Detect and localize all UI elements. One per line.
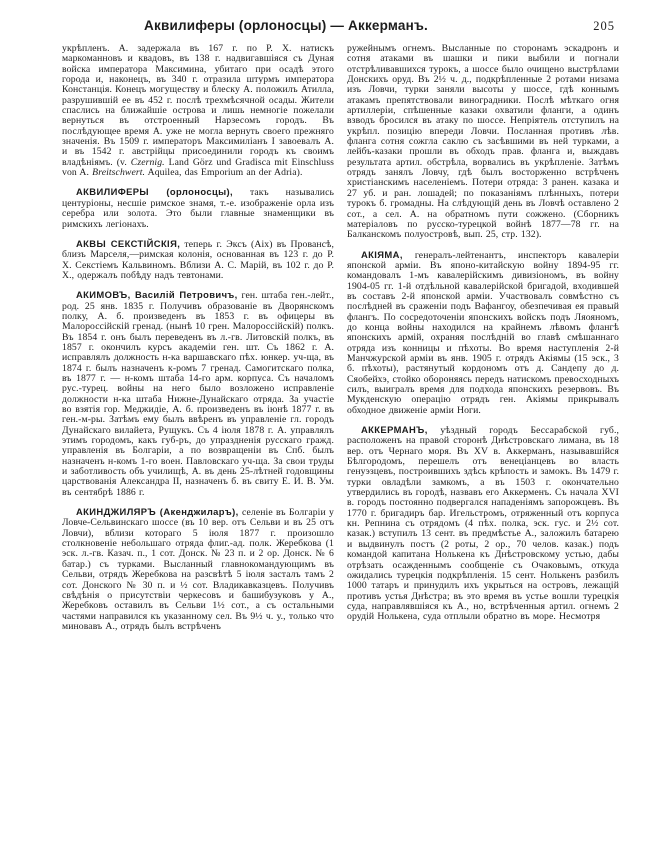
page-header: [62, 18, 620, 36]
left-column: [62, 44, 334, 800]
entry-headword: АККЕРМАНЪ,: [361, 424, 428, 436]
citation-open: (v.: [116, 156, 131, 168]
entry-headword: АКВИЛИФЕРЫ (орлоносцы),: [76, 186, 234, 198]
continuation-paragraph-akindzhilyar: [347, 44, 619, 241]
entry-headword: АКИМОВЪ, Василій Петровичъ,: [76, 289, 238, 301]
continuation-paragraph-aquileia: [62, 44, 334, 178]
entry-akkerman: [347, 425, 619, 623]
entry-akiyama: [347, 250, 619, 417]
paragraph-text: селеніе въ Болгаріи у Ловче-Сельвинскаго шоссе (въ 10 вер. отъ Сельви и въ 25 отъ Ловчи), вблизи котораго 5 іюля 1877 г. произошло столкновеніе небольшаго отряда флиг.-ад. полк. Жеребкова (1 эск. л.-гв. Казач. п., 1 сот. Донск. № 23 п. и 2 ор. Донск. № 6 батар.) съ турками. Высланный главнокомандующимъ въ Сельви, отрядъ Жеребкова на разсвѣтѣ 5 іюля засталъ тамъ 2 сот. Донского № 30 п. и ½ сот. Владикавказцевъ. Получивъ свѣдѣнія о присутствіи черкесовъ и башибузуковъ у А., Жеребковъ оставилъ въ Сельви 1½ сот., а съ остальными частями направился къ указанному сел. Въ 9½ ч. у., только что миновавъ А., отрядъ былъ встрѣченъ: [62, 507, 334, 632]
page-number: 205: [593, 19, 615, 33]
paragraph-text: такъ назывались центуріоны, несшіе римское знамя, т.-е. изображеніе орла изъ серебра или золота. Это были главные знаменщики въ римскихъ легіонахъ.: [62, 187, 334, 230]
entry-headword: АКВЫ СЕКСТІЙСКІЯ,: [76, 237, 181, 249]
citation-author: Czernig.: [130, 156, 165, 168]
paragraph-text: ружейнымъ огнемъ. Высланные по сторонамъ эскадронъ и сотня атаками въ шашки и пики выбили и погнали отстрѣливавшихся турокъ, а шоссе было очищено выстрѣлами Донскихъ оруд. Въ 2½ ч. д., подкрѣпленные 2 ротами низама изъ Ловчи, турки заняли высоты у шоссе, гдѣ коннымъ атакамъ препятствовали виноградники. Послѣ мѣткаго огня артиллеріи, спѣшенные казаки охватили фланги, а одинъ взводъ бросился въ атаку по шоссе. Непріятель отступилъ на укрѣпл. позицію впереди Ловчи. Посланная противъ лѣв. фланга сотня сожгла саклю съ засѣвшими въ ней турками, а лейбъ-казаки прошли въ обходъ прав. фланга и, выждавъ результата артил. обстрѣла, ворвались въ укрѣпленіе. Затѣмъ отрядъ занялъ Ловчу, гдѣ былъ восторженно встрѣченъ христіанскимъ населеніемъ. Потери отряда: 3 ранен. казака и 27 уб. и ран. лошадей; по показаніямъ плѣнныхъ, потери турокъ б. громадны. На слѣдующій день въ Ловчѣ оставлено 2 сот., а сел. А. на обратномъ пути сожжено. (Сборникъ матеріаловъ по русско-турецкой войнѣ 1877—78 гг. на Балканскомъ полуостровѣ, вып. 25, стр. 132).: [347, 44, 619, 241]
entry-akvilifery: [62, 187, 334, 229]
right-column: [347, 44, 619, 800]
entry-akindzhilyar: [62, 507, 334, 632]
entry-akimov: [62, 290, 334, 498]
paragraph-text: теперь г. Эксъ (Aix) въ Провансѣ, близъ Марселя,—римская колонія, основанная въ 123 г. до Р. Х. Секстіемъ Кальвиномъ. Вблизи А. С. Марій, въ 102 г. до Р. Х., одержалъ побѣду надъ тевтонами.: [62, 238, 334, 281]
text-columns: [62, 44, 619, 800]
citation-middle: Land Görz und Gradisca mit Einschluss von A.: [62, 156, 334, 179]
running-title: Аквилиферы (орлоносцы) — Аккерманъ.: [144, 18, 428, 33]
paragraph-text: укрѣпленъ. А. задержала въ 167 г. по Р. Х. натискъ маркоманновъ и квадовъ, въ 138 г. надвигавшіяся съ Дуная войска императора Максимина, убитаго при осадѣ этого города и, наконецъ, въ 340 г. отразила штурмъ императора Констанція. Конецъ могуществу и блеску А. положилъ Атилла, разрушившій ее въ 452 г. послѣ трехмѣсячной осады. Жители спаслись на ближайшіе острова и лишь немногіе пожелали вернуться въ отстроенный Нарзесомъ городъ. Въ послѣдующее время А. уже не могла вернуть своего прежняго значенія. Въ 1509 г. императоръ Максимиліанъ I завоевалъ А. и въ 1542 г. австрійцы присоединили городъ къ своимъ владѣніямъ.: [62, 44, 334, 168]
entry-headword: АКІЯМА,: [361, 248, 403, 260]
paragraph-text: генералъ-лейтенантъ, инспекторъ кавалеріи японской арміи. Въ японо-китайскую войну 1894-95 гг. командовалъ 1-мъ кавалерійскимъ дивизіономъ, въ войну 1904-05 гг. 1-й отдѣльной кавалерійской бригадой, входившей въ составъ 2-й японской арміи. Участвовалъ совмѣстно съ послѣдней въ сраженіи подъ Вафангоу, обезпечивая ея правый флангъ. По сосредоточеніи японскихъ войскъ подъ Ляояномъ, до конца войны находился на крайнемъ лѣвомъ флангѣ японскихъ армій, охраняя послѣдній во главѣ смѣшаннаго отряда изъ конницы и пѣхоты. Во время наступленія 2-й Манчжурской арміи въ янв. 1905 г. отрядъ Акіямы (15 эск., 3 б. пѣхоты), растянутый кордономъ отъ д. Сандепу до д. Сяобейхэ, стойко обороняясь передъ натискомъ превосходныхъ силъ, выигралъ время для подхода японскихъ резервовъ. Въ Мукденскую операцію отрядъ ген. Акіямы прикрывалъ обходное движеніе арміи Ноги.: [347, 249, 619, 416]
citation-close: Aquilea, das Emporium an der Adria).: [145, 167, 303, 179]
citation-author: Breitschwert.: [92, 167, 146, 179]
entry-headword: АКИНДЖИЛЯРЪ (Акенджиларъ),: [76, 506, 239, 518]
paragraph-text: ген. штаба ген.-лейт., род. 25 янв. 1835 г. Получивъ образованіе въ Дворянскомъ полку, А. б. произведенъ въ 1853 г. въ офицеры въ Малороссійскій гренад. (нынѣ 10 грен. Малороссійскій) полкъ. Въ 1854 г. онъ былъ переведенъ въ л.-гв. Литовскій полкъ, въ 1857 г. окончилъ курсъ академіи ген. шт. Съ 1862 г. А. исправлялъ должность н-ка варшавскаго пѣх. юнкер. уч-ща, въ 1874 г. былъ назначенъ к-ромъ 7 гренад. Самогитскаго полка, въ 1877 г. — н-комъ штаба 14-го арм. корпуса. Съ началомъ рус.-турец. войны на него было возложено исправленіе должности н-ка штаба Нижне-Дунайскаго отряда. За участіе во взятія гор. Меджидіе, А. б. произведенъ въ іюнѣ 1877 г. въ ген.-м-ры. Затѣмъ ему былъ ввѣренъ въ управленіе гл. городъ Дунайскаго вилайета, Рущукъ. Съ 4 іюля 1878 г. А. управлялъ этимъ городомъ, какъ губ-ръ, до упраздненія русскаго гражд. управленія въ Болгаріи, а по возвращеніи въ Спб. былъ назначенъ н-комъ 1-го воен. Павловскаго уч-ща. За свои труды и заботливость объ училищѣ, А. въ день 25-лѣтней годовщины царствованія Александра II, назначенъ б. въ свиту Е. И. В. Ум. въ сентябрѣ 1886 г.: [62, 290, 334, 498]
paragraph-text: уѣздный городъ Бессарабской губ., расположенъ на правой сторонѣ Днѣстровскаго лимана, въ 18 вер. отъ Чернаго моря. Въ XV в. Аккерманъ, называвшійся Бѣлгородомъ, перешелъ отъ венеціанцевъ во власть генуэзцевъ, построившихъ здѣсь крѣпость и замокъ. Въ 1479 г. турки овладѣли замкомъ, а въ 1503 г. окончательно утвердились въ городѣ, назвавъ его Аккерменъ. Съ начала XVI в. городъ постоянно подвергался нападеніямъ запорожцевъ. Въ 1770 г. бригадиръ бар. Игельстромъ, отряженный отъ корпуса кн. Репнина съ отрядомъ (4 пѣх. полка, эск. гус. и 2½ сот. казак.) вступилъ 13 сент. въ предмѣстье А., заложилъ батарею и выдвинулъ постъ (2 роты, 2 ор., 70 челов. казак.) подъ командой капитана Нолькена къ Днѣстровскому устью, дабы отрѣзать осажденнымъ сообщеніе съ Очаковымъ, откуда ожидались турецкія подкрѣпленія. 15 сент. Нолькенъ разбилъ 1000 татаръ и принудилъ ихъ укрыться на островъ, лежащій противъ устья Днѣстра; въ это время въ устье вошли турецкія суда, направлявшіяся къ А., но, встрѣченныя артил. огнемъ 2 орудій Нолькена, суда отплыли обратно въ море. Несмотря: [347, 425, 619, 623]
entry-akvy-sekstiyskiya: [62, 239, 334, 281]
